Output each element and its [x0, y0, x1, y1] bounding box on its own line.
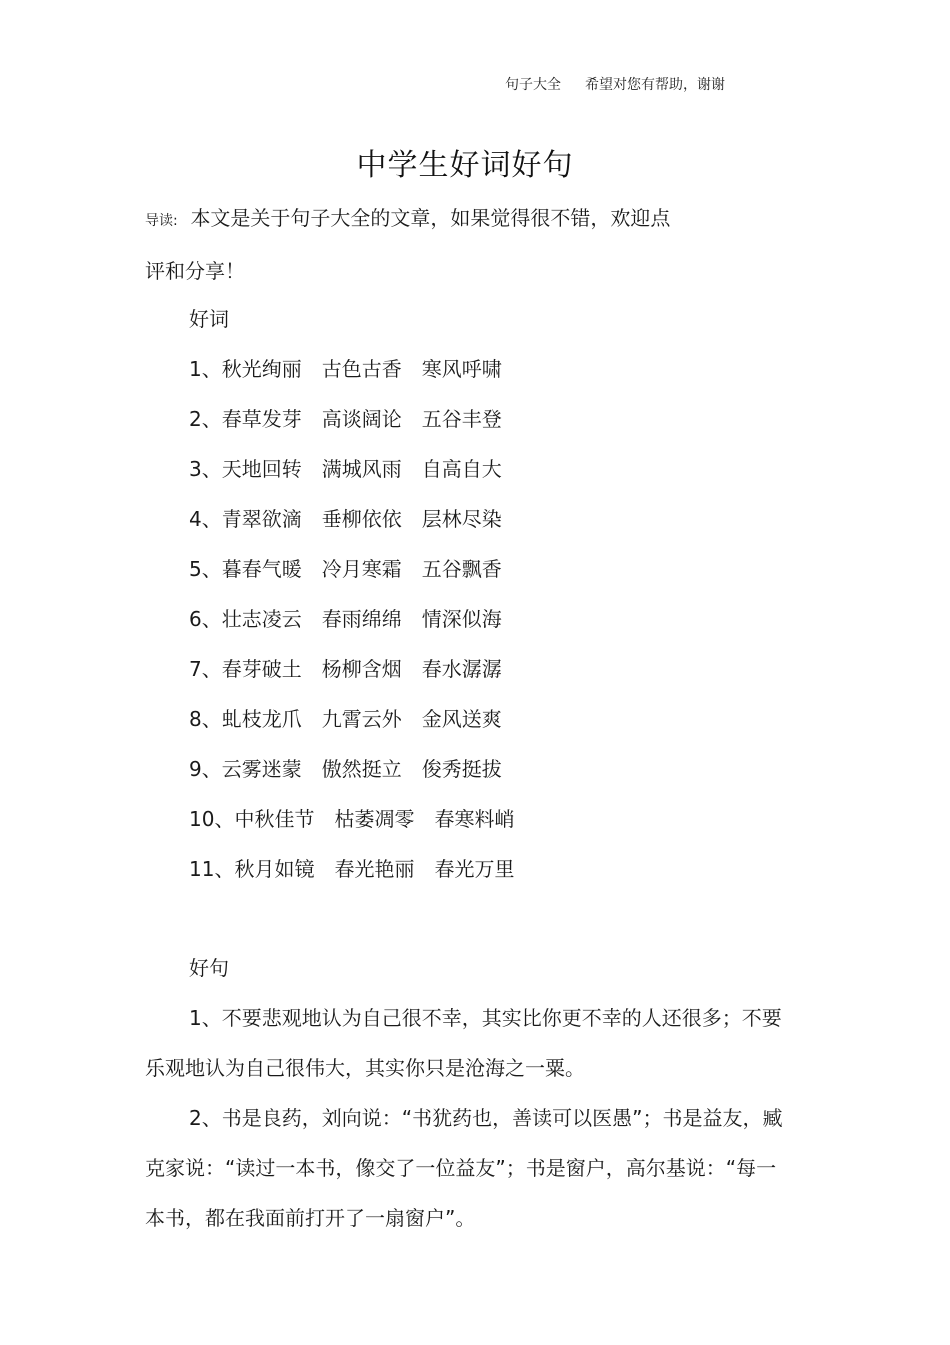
word-row-number: 6、	[189, 607, 222, 631]
words-section	[145, 294, 785, 894]
word-row-number: 9、	[189, 757, 222, 781]
sentences-section	[145, 943, 785, 1243]
word-item: 九霄云外	[321, 707, 402, 731]
word-row	[145, 744, 785, 794]
word-item: 高谈阔论	[321, 407, 402, 431]
word-row-number: 7、	[189, 657, 222, 681]
intro-line-2: 评和分享！	[145, 259, 245, 283]
word-row	[145, 644, 785, 694]
intro-line-1: 本文是关于句子大全的文章，如果觉得很不错，欢迎点	[190, 206, 671, 230]
word-item: 冷月寒霜	[321, 557, 402, 581]
word-item: 虬枝龙爪	[221, 707, 302, 731]
word-row	[145, 594, 785, 644]
word-item: 春光艳丽	[334, 857, 415, 881]
words-heading: 好词	[189, 307, 229, 331]
word-item: 古色古香	[321, 357, 402, 381]
header-left-text: 句子大全	[505, 77, 561, 93]
sentence-2: 2、书是良药，刘向说：“书犹药也，善读可以医愚”；书是益友，臧克家说：“读过一本书，像交了一位益友”；书是窗户，高尔基说：“每一本书，都在我面前打开了一扇窗户”。	[145, 1106, 783, 1230]
word-row	[145, 694, 785, 744]
intro-paragraph	[145, 193, 785, 296]
sentences-heading: 好句	[189, 956, 229, 980]
word-item: 傲然挺立	[321, 757, 402, 781]
word-item: 秋月如镜	[234, 857, 315, 881]
word-item: 青翠欲滴	[221, 507, 302, 531]
word-row-number: 5、	[189, 557, 222, 581]
word-item: 春水潺潺	[421, 657, 502, 681]
word-item: 壮志凌云	[221, 607, 302, 631]
word-item: 俊秀挺拔	[421, 757, 502, 781]
word-item: 秋光绚丽	[221, 357, 302, 381]
word-item: 五谷飘香	[421, 557, 502, 581]
word-item: 春雨绵绵	[321, 607, 402, 631]
word-item: 云雾迷蒙	[221, 757, 302, 781]
word-row	[145, 344, 785, 394]
word-item: 春芽破土	[221, 657, 302, 681]
word-row	[145, 444, 785, 494]
word-row-number: 8、	[189, 707, 222, 731]
word-item: 垂柳依依	[321, 507, 402, 531]
word-row-number: 4、	[189, 507, 222, 531]
word-item: 情深似海	[421, 607, 502, 631]
word-row	[145, 844, 785, 894]
word-row-number: 2、	[189, 407, 222, 431]
word-row-number: 3、	[189, 457, 222, 481]
word-row	[145, 794, 785, 844]
word-row-number: 11、	[189, 857, 235, 881]
word-row-number: 1、	[189, 357, 222, 381]
word-list	[145, 344, 785, 894]
word-item: 满城风雨	[321, 457, 402, 481]
word-item: 层林尽染	[421, 507, 502, 531]
word-item: 枯萎凋零	[334, 807, 415, 831]
sentence-1: 1、不要悲观地认为自己很不幸，其实比你更不幸的人还很多；不要乐观地认为自己很伟大，其实你只是沧海之一粟。	[145, 1006, 782, 1080]
header-right-text: 希望对您有帮助，谢谢	[585, 77, 725, 93]
word-item: 寒风呼啸	[421, 357, 502, 381]
word-item: 春寒料峭	[434, 807, 515, 831]
page-header	[505, 74, 725, 94]
word-item: 春光万里	[434, 857, 515, 881]
word-item: 五谷丰登	[421, 407, 502, 431]
word-item: 杨柳含烟	[321, 657, 402, 681]
word-row	[145, 494, 785, 544]
word-item: 天地回转	[221, 457, 302, 481]
word-item: 春草发芽	[221, 407, 302, 431]
page-title: 中学生好词好句	[356, 148, 574, 183]
word-row	[145, 394, 785, 444]
word-item: 中秋佳节	[234, 807, 315, 831]
word-row	[145, 544, 785, 594]
word-item: 自高自大	[421, 457, 502, 481]
intro-label: 导读:	[145, 213, 178, 229]
word-item: 暮春气暖	[221, 557, 302, 581]
word-row-number: 10、	[189, 807, 235, 831]
word-item: 金风送爽	[421, 707, 502, 731]
